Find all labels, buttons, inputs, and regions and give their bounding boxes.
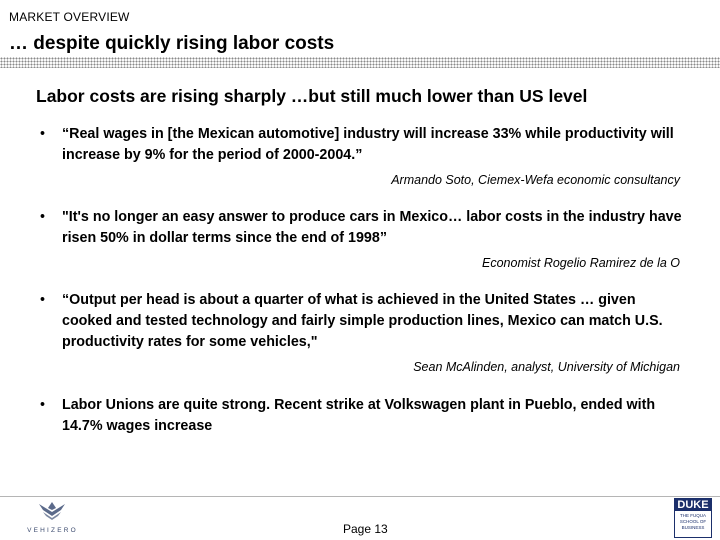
bullet-text: "It's no longer an easy answer to produce cars in Mexico… labor costs in the industry have risen 50% in dollar terms since the end of 1998” xyxy=(62,209,682,246)
bullet-text: “Real wages in [the Mexican automotive] industry will increase 33% while productivity will increase by 9% for the period of 2000-2004.” xyxy=(62,126,674,163)
quote-attribution: Sean McAlinden, analyst, University of Michigan xyxy=(413,360,680,374)
duke-logo-subtext: THE FUQUA SCHOOL OF BUSINESS xyxy=(679,513,707,530)
bullet-dot: • xyxy=(40,397,46,413)
bullet-dot: • xyxy=(40,209,46,225)
vehizero-logo xyxy=(15,500,90,536)
page-number: Page 13 xyxy=(343,522,388,536)
section-label: MARKET OVERVIEW xyxy=(9,10,130,24)
quote-attribution: Armando Soto, Ciemex-Wefa economic consultancy xyxy=(391,173,680,187)
slide-subtitle: Labor costs are rising sharply …but still much lower than US level xyxy=(36,86,588,106)
quote-attribution: Economist Rogelio Ramirez de la O xyxy=(482,256,680,270)
bullet-text: “Output per head is about a quarter of what is achieved in the United States … given cooked and tested technology and fairly simple production lines, Mexico can match U.S. productivity rates for some vehicles," xyxy=(62,292,663,350)
bullet-text: Labor Unions are quite strong. Recent strike at Volkswagen plant in Pueblo, ended with 14.7% wages increase xyxy=(62,397,656,434)
duke-logo-wordmark: DUKE xyxy=(675,499,711,511)
title-divider xyxy=(0,57,720,68)
footer-divider xyxy=(0,496,720,497)
bullet-dot: • xyxy=(40,292,46,308)
duke-logo xyxy=(674,498,712,538)
bullet-dot: • xyxy=(40,126,46,142)
slide-title: … despite quickly rising labor costs xyxy=(9,33,335,54)
vehizero-logo-text: VEHIZERO xyxy=(27,527,78,534)
